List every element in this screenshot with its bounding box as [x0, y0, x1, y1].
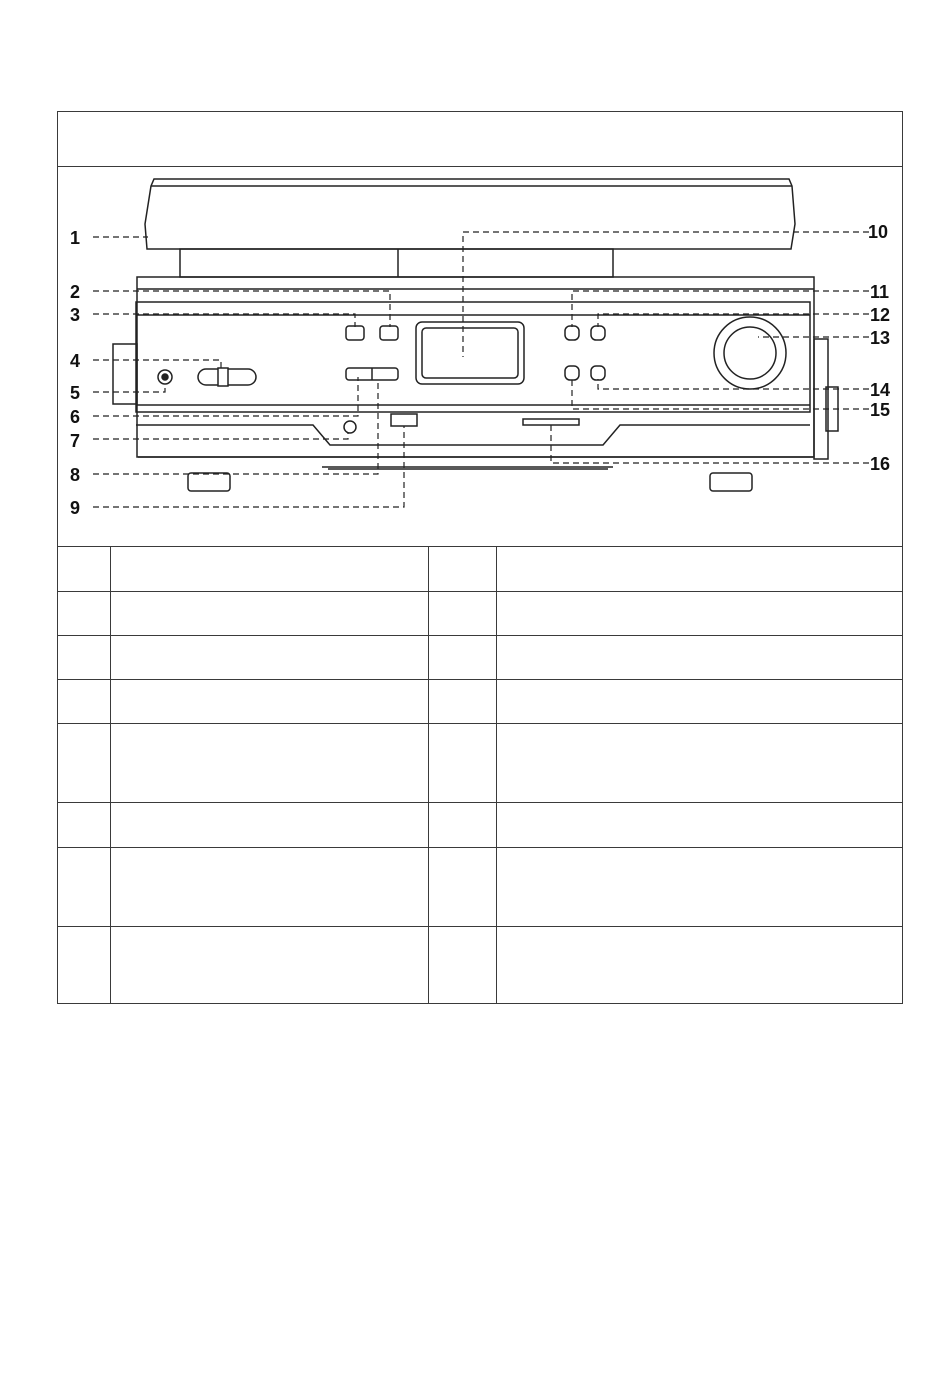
part-description-cell — [496, 723, 902, 802]
callout-12: 12 — [870, 305, 891, 325]
part-number-cell — [428, 847, 496, 926]
side-bracket-left — [113, 344, 137, 404]
callout-6: 6 — [70, 407, 81, 427]
parts-table — [58, 547, 902, 1004]
part-number-cell — [428, 802, 496, 847]
callout-16: 16 — [870, 454, 891, 474]
lid-hinge-recess — [180, 249, 613, 277]
dust-cover-lid — [145, 179, 795, 249]
lcd-display — [416, 322, 524, 384]
callout-3: 3 — [70, 305, 81, 325]
part-number-cell — [428, 635, 496, 679]
button-11 — [565, 326, 579, 340]
leader-11 — [572, 291, 869, 327]
table-row — [58, 723, 902, 802]
part-number-cell — [428, 723, 496, 802]
part-description-cell — [496, 635, 902, 679]
callout-8: 8 — [70, 465, 81, 485]
part-description-cell — [110, 547, 428, 591]
foot-left — [188, 473, 230, 491]
part-number-cell — [58, 802, 110, 847]
foot-right — [710, 473, 752, 491]
leader-5 — [93, 384, 165, 392]
part-number-cell — [428, 591, 496, 635]
button-12 — [591, 326, 605, 340]
table-row — [58, 679, 902, 723]
button-15 — [591, 366, 605, 380]
headphone-jack — [344, 421, 356, 433]
turntable-front-view — [58, 167, 904, 547]
part-number-cell — [428, 926, 496, 1004]
part-number-cell — [58, 679, 110, 723]
part-description-cell — [110, 802, 428, 847]
table-row — [58, 591, 902, 635]
part-number-cell — [58, 635, 110, 679]
callout-4: 4 — [70, 351, 81, 371]
part-number-cell — [58, 591, 110, 635]
part-number-cell — [58, 547, 110, 591]
part-description-cell — [110, 723, 428, 802]
device-diagram — [58, 167, 902, 547]
volume-knob — [714, 317, 786, 389]
part-description-cell — [496, 547, 902, 591]
part-description-cell — [496, 802, 902, 847]
callout-11: 11 — [870, 282, 890, 302]
part-description-cell — [496, 591, 902, 635]
table-row — [58, 847, 902, 926]
callout-15: 15 — [870, 400, 891, 420]
front-panel — [136, 302, 810, 412]
callout-1: 1 — [70, 228, 81, 248]
callout-13: 13 — [870, 328, 891, 348]
main-body — [137, 277, 814, 457]
part-description-cell — [496, 679, 902, 723]
callout-7: 7 — [70, 431, 81, 451]
leader-7 — [93, 433, 348, 439]
callout-2: 2 — [70, 282, 81, 302]
usb-port — [391, 414, 417, 426]
callout-5: 5 — [70, 383, 81, 403]
button-3 — [380, 326, 398, 340]
button-14 — [565, 366, 579, 380]
callout-9: 9 — [70, 498, 81, 518]
part-description-cell — [496, 847, 902, 926]
part-number-cell — [428, 547, 496, 591]
card-slot — [523, 419, 579, 425]
part-number-cell — [58, 926, 110, 1004]
figure-title-row — [58, 112, 902, 167]
table-row — [58, 926, 902, 1004]
part-description-cell — [110, 679, 428, 723]
part-description-cell — [110, 847, 428, 926]
part-description-cell — [496, 926, 902, 1004]
part-number-cell — [58, 723, 110, 802]
part-description-cell — [110, 926, 428, 1004]
table-row — [58, 802, 902, 847]
part-number-cell — [428, 679, 496, 723]
callout-10: 10 — [868, 222, 889, 242]
callout-14: 14 — [870, 380, 891, 400]
table-row — [58, 547, 902, 591]
part-description-cell — [110, 591, 428, 635]
figure-frame — [57, 111, 903, 1004]
table-row — [58, 635, 902, 679]
part-number-cell — [58, 847, 110, 926]
leader-3 — [93, 314, 355, 327]
part-description-cell — [110, 635, 428, 679]
button-2 — [346, 326, 364, 340]
